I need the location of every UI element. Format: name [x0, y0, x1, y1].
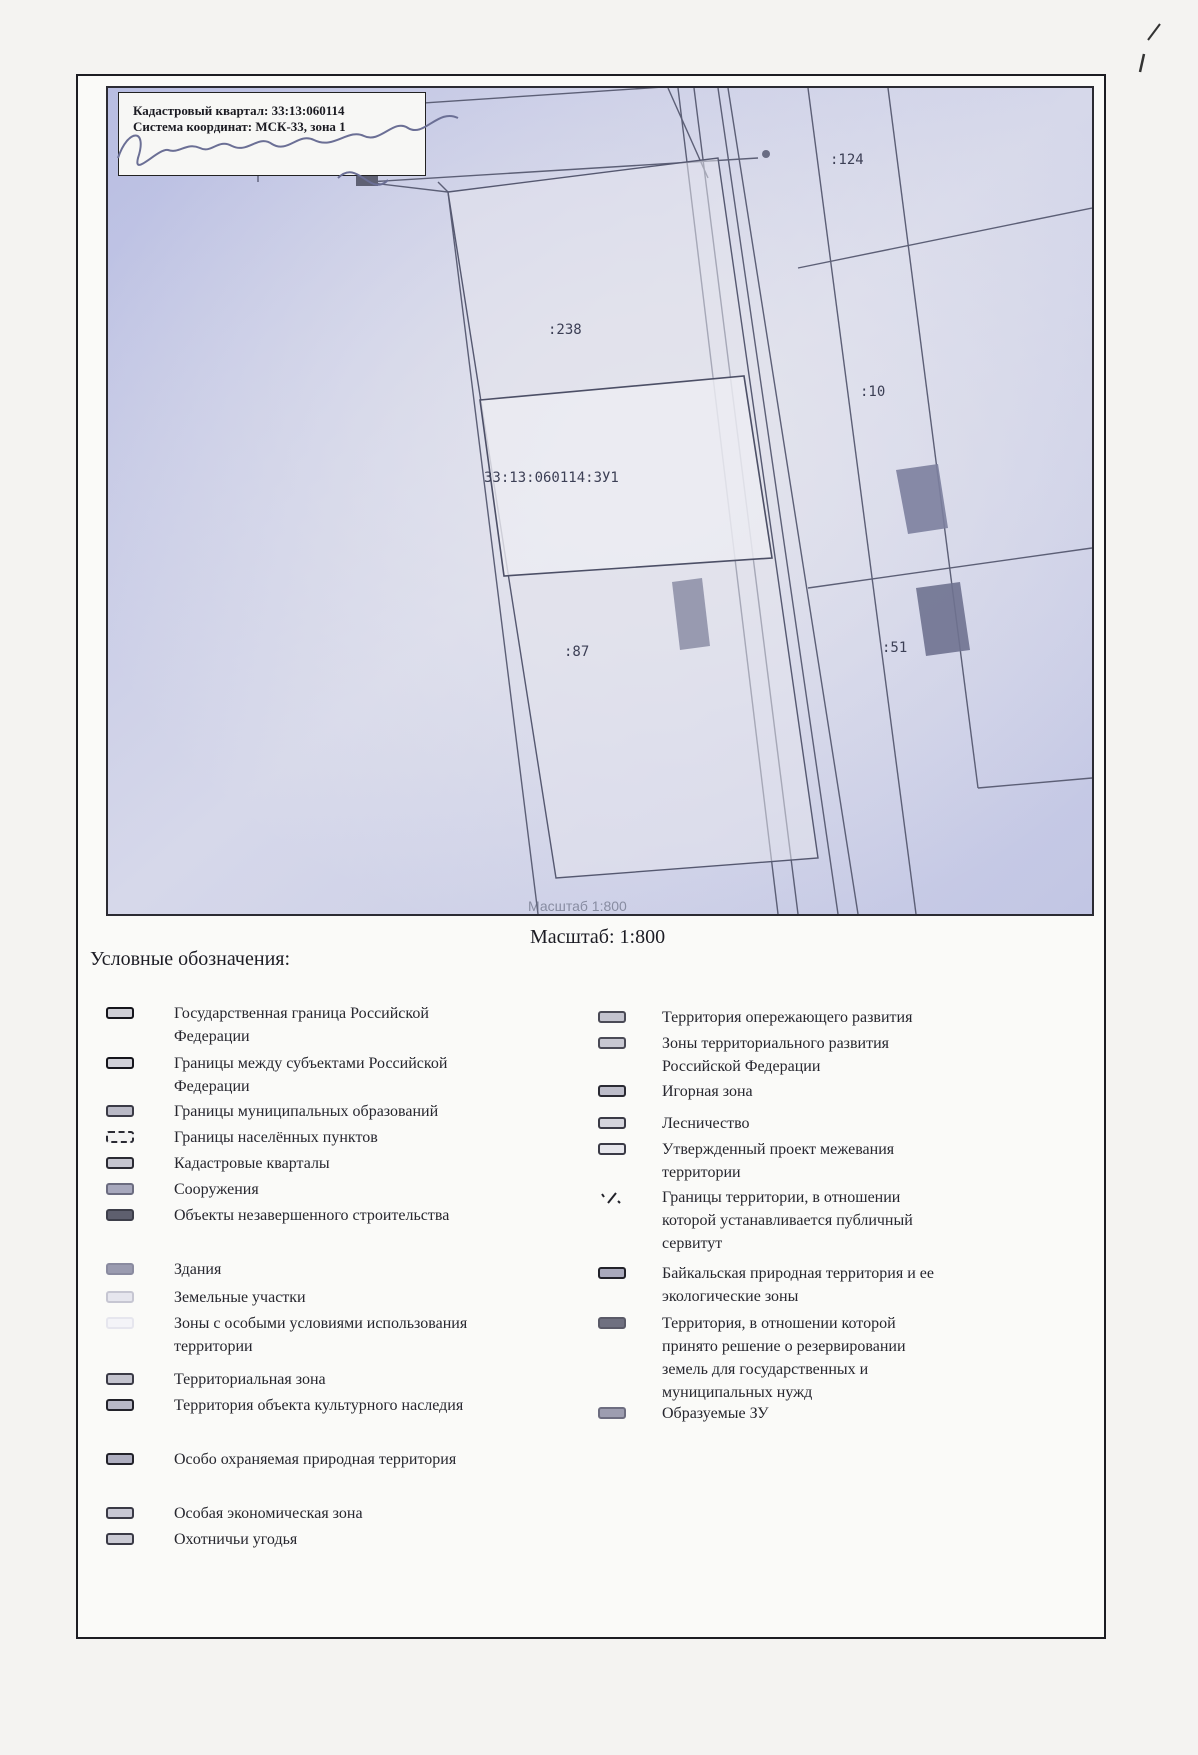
structures-icon — [106, 1183, 134, 1195]
legend-item-label: Объекты незавершенного строительства — [174, 1207, 450, 1224]
legend-item-label: Охотничьи угодья — [174, 1531, 298, 1548]
reserved-lands-icon — [598, 1317, 626, 1329]
gambling-zone-icon — [598, 1085, 626, 1097]
municipal-border-icon — [106, 1105, 134, 1117]
parcel-label-10: :10 — [860, 384, 886, 400]
territorial-zone-icon — [106, 1373, 134, 1385]
legend-item-label: Границы населённых пунктов — [174, 1129, 378, 1146]
legend-item-label: Территориальная зона — [174, 1371, 326, 1388]
map-drawing — [108, 88, 1092, 914]
legend-item-label: Границы между субъектами Российской Федерации — [174, 1055, 448, 1095]
special-zones-icon — [106, 1317, 134, 1329]
formed-plots-icon — [598, 1407, 626, 1419]
legend-item-label: Лесничество — [662, 1115, 750, 1132]
economic-zone-icon — [106, 1507, 134, 1519]
parcel-label-124: :124 — [830, 152, 864, 168]
protected-nature-icon — [106, 1453, 134, 1465]
legend-item-label: Территория объекта культурного наследия — [174, 1397, 464, 1414]
land-survey-project-icon — [598, 1143, 626, 1155]
legend-item-label: Зоны территориального развития Российской Федерации — [662, 1035, 890, 1075]
parcel-label-51: :51 — [882, 640, 908, 656]
unfinished-construction-icon — [106, 1209, 134, 1221]
survey-point — [762, 150, 770, 158]
scale-label: Масштаб: 1:800 — [530, 926, 666, 948]
public-servitude-icon — [598, 1191, 626, 1203]
legend-item-label: Сооружения — [174, 1181, 259, 1198]
legend-item-label: Здания — [174, 1261, 222, 1278]
legend-item-label: Границы муниципальных образований — [174, 1103, 439, 1120]
cadastral-quarter-icon — [106, 1157, 134, 1169]
handwritten-signature — [108, 88, 478, 208]
baikal-territory-icon — [598, 1267, 626, 1279]
legend-title: Условные обозначения: — [90, 948, 291, 970]
coordinate-system-label: Система координат: МСК-33, зона 1 — [133, 119, 346, 134]
cadastral-quarter-label: Кадастровый квартал: 33:13:060114 — [133, 103, 345, 118]
cadastral-map — [106, 86, 1094, 916]
development-zones-icon — [598, 1037, 626, 1049]
legend-item-label: Особая экономическая зона — [174, 1505, 363, 1522]
legend-item-label: Территория опережающего развития — [662, 1009, 913, 1026]
settlement-border-icon — [106, 1131, 134, 1143]
corner-pen-mark — [1130, 20, 1170, 80]
buildings-icon — [106, 1263, 134, 1275]
cultural-heritage-icon — [106, 1399, 134, 1411]
parcel-label-87: :87 — [564, 644, 590, 660]
state-border-icon — [106, 1007, 134, 1019]
map-scale-faint: Масштаб 1:800 — [528, 898, 627, 914]
legend-item-label: Земельные участки — [174, 1289, 306, 1306]
subject-border-icon — [106, 1057, 134, 1069]
formed-plot-label: 33:13:060114:ЗУ1 — [484, 470, 619, 486]
land-plots-icon — [106, 1291, 134, 1303]
legend-item-label: Байкальская природная территория и ее экологические зоны — [662, 1265, 934, 1305]
legend-item-label: Особо охраняемая природная территория — [174, 1451, 457, 1468]
advanced-development-icon — [598, 1011, 626, 1023]
document-sheet — [76, 74, 1106, 1639]
legend-item-label: Государственная граница Российской Федерации — [174, 1005, 429, 1045]
legend-item-label: Территория, в отношении которой принято решение о резервировании земель для государственных и муниципальных нужд — [662, 1315, 906, 1401]
legend-item-label: Игорная зона — [662, 1083, 753, 1100]
hunting-grounds-icon — [106, 1533, 134, 1545]
legend-item-label: Кадастровые кварталы — [174, 1155, 330, 1172]
legend-item-label: Зоны с особыми условиями использования территории — [174, 1315, 468, 1355]
legend-item-label: Образуемые ЗУ — [662, 1405, 769, 1422]
legend-item-label: Границы территории, в отношении которой устанавливается публичный сервитут — [662, 1189, 913, 1252]
forestry-icon — [598, 1117, 626, 1129]
parcel-label-238: :238 — [548, 322, 582, 338]
legend-item-label: Утвержденный проект межевания территории — [662, 1141, 895, 1181]
